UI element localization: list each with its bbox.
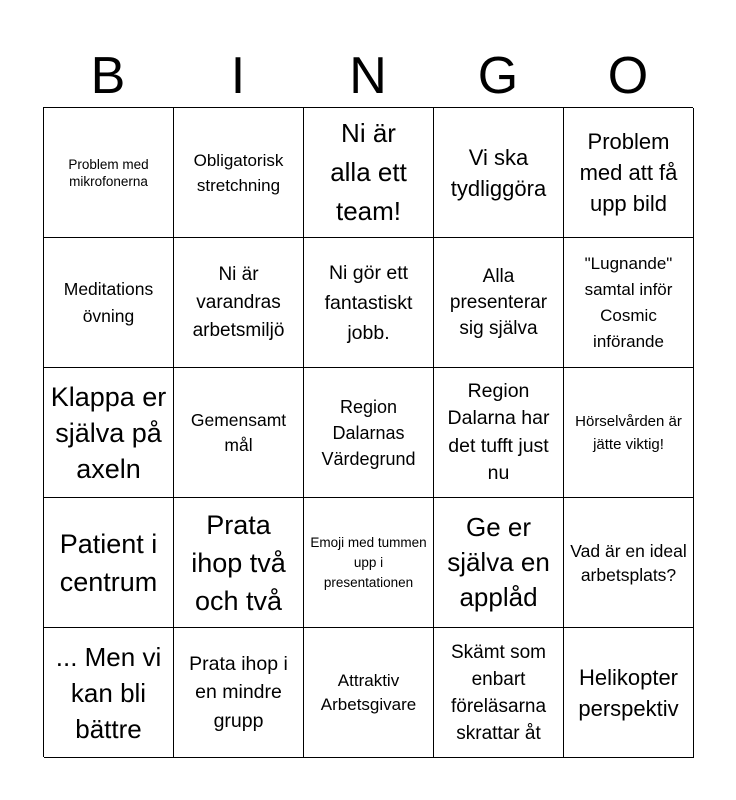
bingo-cell[interactable] (44, 238, 174, 368)
bingo-cell[interactable] (304, 108, 434, 238)
bingo-cell[interactable] (564, 498, 694, 628)
header-letter-n: N (349, 47, 387, 105)
bingo-cell[interactable] (304, 238, 434, 368)
cell-text: Obligatorisk stretchning (193, 150, 284, 195)
cell-text: Vi ska tydliggöra (450, 144, 547, 201)
bingo-cell[interactable] (174, 368, 304, 498)
bingo-cell[interactable] (44, 108, 174, 238)
cell-text: Skämt som enbart föreläsarna skrattar åt (450, 641, 547, 744)
cell-text: Klappa er själva på axeln (50, 381, 167, 484)
cell-text: Ni är alla ett team! (330, 118, 407, 226)
cell-text: Ni är varandras arbetsmiljö (192, 263, 285, 341)
bingo-cell[interactable] (44, 368, 174, 498)
header-letter-b: B (90, 47, 126, 105)
cell-text: Hörselvården är jätte viktig! (575, 412, 682, 453)
cell-text: Gemensamt mål (190, 409, 287, 455)
bingo-cell[interactable] (564, 628, 694, 758)
cell-text: Prata ihop i en mindre grupp (189, 652, 288, 732)
bingo-cell[interactable] (304, 628, 434, 758)
bingo-cell[interactable] (174, 108, 304, 238)
bingo-cell[interactable] (434, 238, 564, 368)
header-letter-g: G (477, 47, 519, 105)
bingo-cell[interactable] (174, 498, 304, 628)
cell-text: Vad är en ideal arbetsplats? (570, 540, 687, 585)
bingo-cell[interactable] (304, 498, 434, 628)
cell-text: ... Men vi kan bli bättre (55, 641, 162, 744)
bingo-cell[interactable] (434, 108, 564, 238)
bingo-cell[interactable] (44, 628, 174, 758)
cell-text: Helikopter perspektiv (578, 664, 679, 721)
cell-text: Region Dalarna har det tufft just nu (447, 379, 550, 484)
bingo-cell[interactable] (174, 628, 304, 758)
bingo-header (43, 46, 693, 106)
cell-text: Ge er själva en applåd (447, 512, 550, 612)
bingo-cell[interactable] (564, 238, 694, 368)
cell-text: Ni gör ett fantastiskt jobb. (324, 261, 413, 344)
cell-text: Attraktiv Arbetsgivare (320, 670, 417, 714)
cell-text: Emoji med tummen upp i presentationen (310, 534, 427, 590)
bingo-cell[interactable] (174, 238, 304, 368)
cell-text: Region Dalarnas Värdegrund (321, 396, 416, 469)
cell-text: Problem med mikrofonerna (68, 156, 149, 189)
bingo-cell[interactable] (434, 498, 564, 628)
header-letter-o: O (607, 47, 649, 105)
bingo-cell[interactable] (564, 368, 694, 498)
bingo-cell[interactable] (564, 108, 694, 238)
cell-text: "Lugnande" samtal inför Cosmic införande (584, 253, 673, 351)
cell-text: Meditations övning (63, 278, 154, 326)
cell-text: Patient i centrum (59, 528, 158, 597)
bingo-cell[interactable] (434, 628, 564, 758)
cell-text: Prata ihop två och två (191, 509, 286, 616)
bingo-cell[interactable] (304, 368, 434, 498)
header-letter-i: I (230, 47, 246, 105)
cell-text: Alla presenterar sig själva (449, 265, 548, 339)
cell-text: Problem med att få upp bild (579, 129, 678, 216)
bingo-cell[interactable] (434, 368, 564, 498)
bingo-grid (43, 107, 693, 757)
bingo-cell[interactable] (44, 498, 174, 628)
